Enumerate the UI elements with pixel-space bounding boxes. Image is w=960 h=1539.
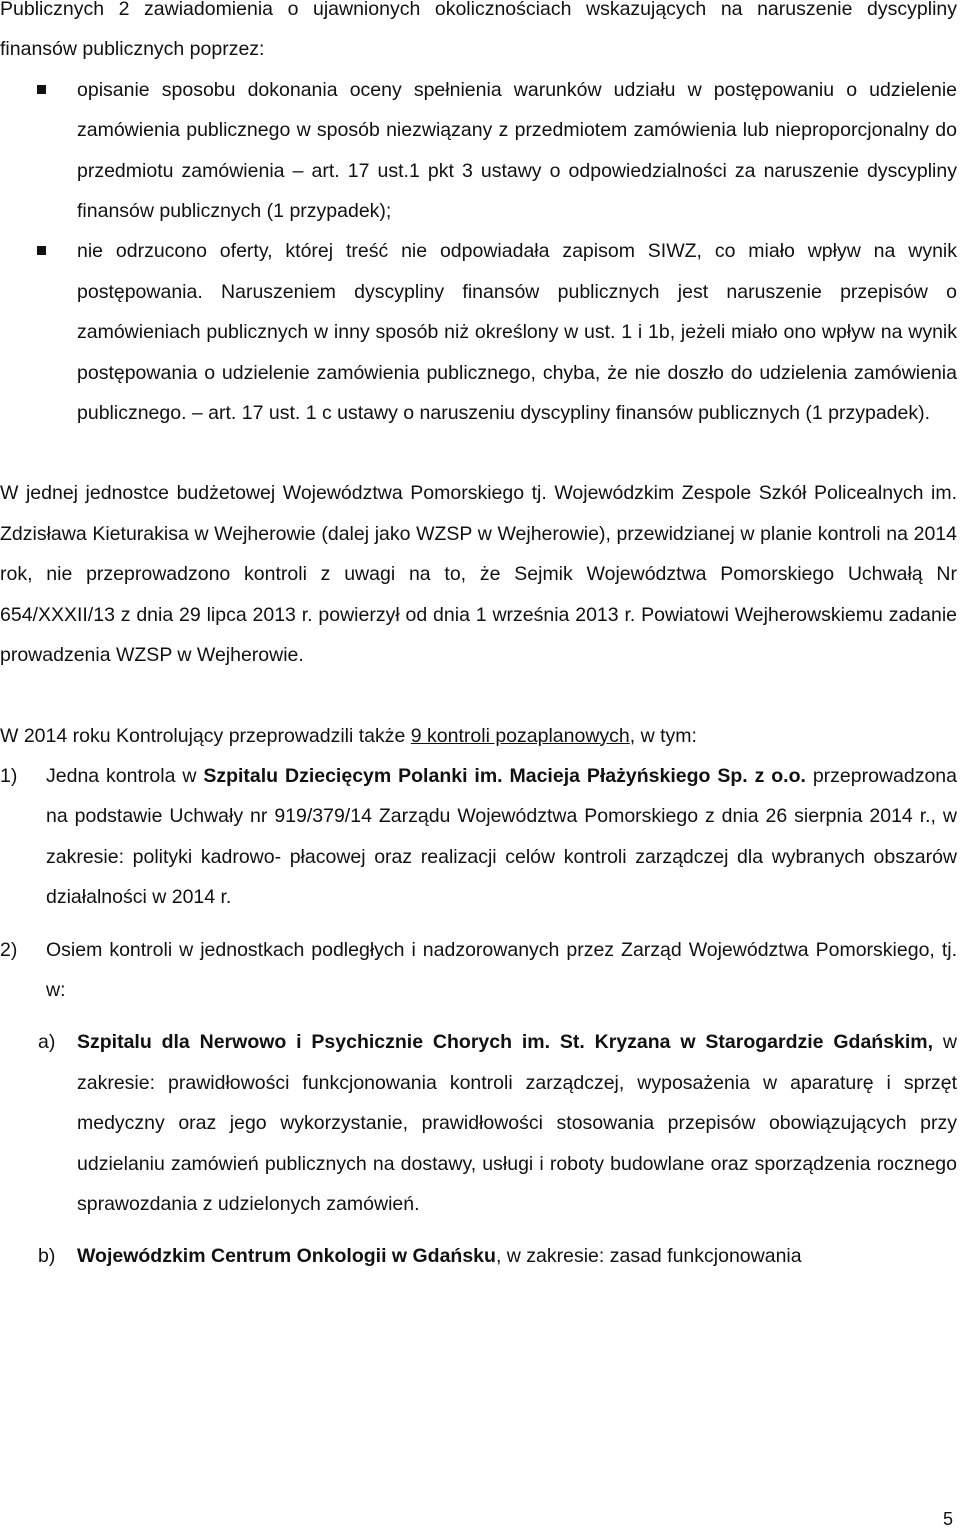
numbered-text (46, 756, 957, 918)
summary-text-end: , w tym: (629, 724, 697, 747)
intro-paragraph: Publicznych 2 zawiadomienia o ujawnionych okolicznościach wskazujących na naruszenie dyscypliny finansów publicznych poprzez: (0, 0, 957, 61)
square-bullet-icon (37, 246, 46, 255)
bullet-list (0, 70, 957, 434)
lettered-text (77, 1022, 957, 1224)
item-text: w zakresie: prawidłowości funkcjonowania kontroli zarządczej, wyposażenia w aparaturę i sprzęt medyczny oraz jego wykorzystanie, prawidłowości stosowania przepisów obowiązujących przy udzielaniu zamówień publicznych na dostawy, usługi i roboty budowlane oraz sporządzenia rocznego sprawozdania z udzielonych zamówień. (77, 1031, 957, 1215)
list-marker: b) (38, 1245, 56, 1268)
lettered-text (77, 1236, 957, 1276)
list-item (0, 70, 957, 232)
numbered-list (0, 756, 957, 1010)
item-text: Jedna kontrola w (46, 764, 204, 787)
bullet-text: nie odrzucono oferty, której treść nie odpowiadała zapisom SIWZ, co miało wpływ na wynik postępowania. Naruszeniem dyscypliny finansów publicznych jest naruszenie przepisów o zamówieniach publicznych w inny sposób niż określony w ust. 1 i 1b, jeżeli miało ono wpływ na wynik postępowania o udzielenie zamówienia publicznego, chyba, że nie doszło do udzielenia zamówienia publicznego. – art. 17 ust. 1 c ustawy o naruszeniu dyscypliny finansów publicznych (1 przypadek). (77, 240, 957, 425)
list-item (0, 231, 957, 433)
square-bullet-icon (37, 85, 46, 94)
list-item (0, 1022, 957, 1224)
list-marker: a) (38, 1031, 56, 1054)
item-text: , w zakresie: zasad funkcjonowania (495, 1245, 802, 1268)
item-text: przeprowadzona na podstawie Uchwały nr 919/379/14 Zarządu Województwa Pomorskiego z dnia 26 sierpnia 2014 r., w zakresie: polityki kadrowo- płacowej oraz realizacji celów kontroli zarządczej dla wybranych obszarów działalności w 2014 r. (46, 764, 957, 909)
page-number: 5 (942, 1509, 953, 1529)
list-item (0, 930, 957, 1011)
summary-underlined: 9 kontroli pozaplanowych (410, 724, 630, 747)
numbered-text: Osiem kontroli w jednostkach podległych i nadzorowanych przez Zarząd Województwa Pomorskiego, tj. w: (46, 938, 957, 1001)
item-bold-name: Szpitalu Dziecięcym Polanki im. Macieja Płażyńskiego Sp. z o.o. (203, 764, 806, 787)
lettered-list (0, 1022, 957, 1276)
list-item (0, 756, 957, 918)
list-item (0, 1236, 957, 1276)
item-bold-name: Wojewódzkim Centrum Onkologii w Gdańsku (77, 1245, 496, 1268)
wzsp-paragraph: W jednej jednostce budżetowej Województwa Pomorskiego tj. Wojewódzkim Zespole Szkół Policealnych im. Zdzisława Kieturakisa w Wejherowie (dalej jako WZSP w Wejherowie), przewidzianej w planie kontroli na 2014 rok, nie przeprowadzono kontroli z uwagi na to, że Sejmik Województwa Pomorskiego Uchwałą Nr 654/XXXII/13 z dnia 29 lipca 2013 r. powierzył od dnia 1 września 2013 r. Powiatowi Wejherowskiemu zadanie prowadzenia WZSP w Wejherowie. (0, 482, 957, 667)
summary-text: W 2014 roku Kontrolujący przeprowadzili także (0, 724, 411, 747)
list-marker: 2) (0, 938, 18, 961)
bullet-text: opisanie sposobu dokonania oceny spełnienia warunków udziału w postępowaniu o udzielenie zamówienia publicznego w sposób niezwiązany z przedmiotem zamówienia lub nieproporcjonalny do przedmiotu zamówienia – art. 17 ust.1 pkt 3 ustawy o odpowiedzialności za naruszenie dyscypliny finansów publicznych (1 przypadek); (77, 78, 957, 223)
list-marker: 1) (0, 764, 18, 787)
item-bold-name: Szpitalu dla Nerwowo i Psychicznie Chorych im. St. Kryzana w Starogardzie Gdańskim, (77, 1031, 934, 1054)
summary-paragraph (0, 716, 957, 756)
